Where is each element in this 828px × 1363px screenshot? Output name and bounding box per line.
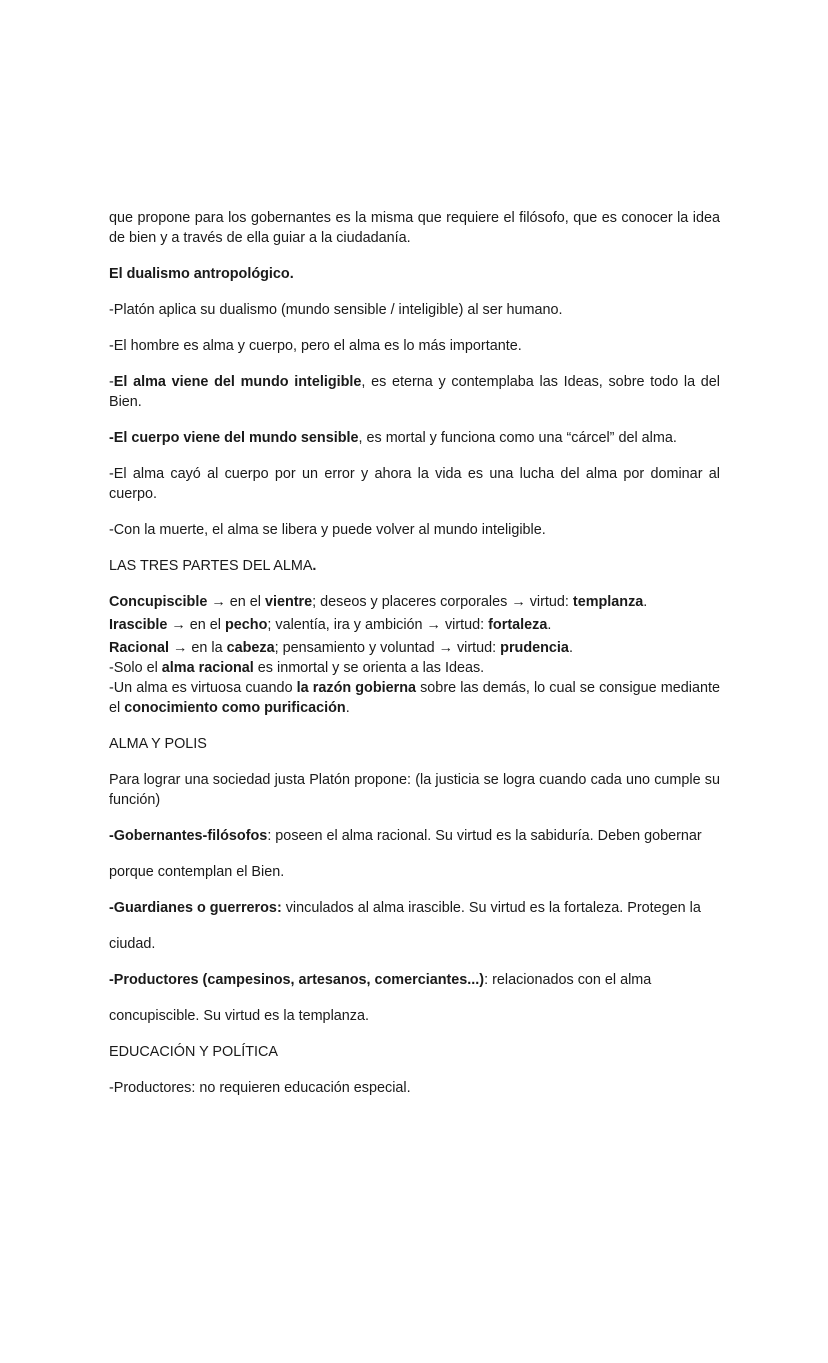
paragraph-cuerpo-sensible (109, 428, 720, 448)
paragraph-gobernantes-cont: porque contemplan el Bien. (109, 864, 285, 880)
bold-text: El alma viene del mundo inteligible (113, 374, 362, 390)
heading-alma-polis: ALMA Y POLIS (109, 736, 207, 752)
text: : relacionados con el alma (484, 972, 652, 988)
heading-dualismo (109, 264, 720, 284)
text: ; deseos y placeres corporales → virtud: (312, 594, 573, 610)
text: → en el (207, 594, 265, 610)
paragraph-dualismo-1: -Platón aplica su dualismo (mundo sensible / inteligible) al ser humano. (109, 302, 563, 318)
text: -Solo el (109, 660, 162, 676)
bold-text: pecho (225, 617, 268, 633)
document-body (109, 208, 720, 1114)
heading-period: . (312, 558, 317, 574)
bold-text: fortaleza (488, 617, 548, 633)
text: ; valentía, ira y ambición → virtud: (267, 617, 489, 633)
text: ; pensamiento y voluntad → virtud: (274, 640, 501, 656)
bold-text: -Guardianes o guerreros: (109, 900, 282, 916)
bold-text: -El cuerpo viene del mundo sensible (109, 430, 359, 446)
bold-text: vientre (264, 594, 313, 610)
text: : poseen el alma racional. Su virtud es la sabiduría. Deben gobernar (267, 828, 702, 844)
bold-text: Concupiscible (109, 594, 208, 610)
text: . (643, 594, 648, 610)
bold-text: Racional (109, 640, 169, 656)
bold-text: -Productores (campesinos, artesanos, comerciantes...) (109, 972, 485, 988)
paragraph-muerte: -Con la muerte, el alma se libera y puede volver al mundo inteligible. (109, 522, 546, 538)
bold-text: conocimiento como purificación (124, 700, 346, 716)
paragraph-gobernantes (109, 826, 720, 846)
heading-tres-partes (109, 556, 720, 576)
bold-text: la razón gobierna (296, 680, 417, 696)
text: es inmortal y se orienta a las Ideas. (253, 660, 485, 676)
text: sobre las demás, lo cual se consigue mediante el (109, 680, 720, 716)
text: . (568, 640, 573, 656)
heading-educacion: EDUCACIÓN Y POLÍTICA (109, 1044, 278, 1060)
paragraph-productores-cont: concupiscible. Su virtud es la templanza. (109, 1008, 369, 1024)
bold-text: prudencia (500, 640, 569, 656)
text: → en el (167, 617, 225, 633)
paragraph-guardianes-cont: ciudad. (109, 936, 156, 952)
line-concupiscible (109, 592, 720, 612)
text: , es eterna y contemplaba las Ideas, sobre todo la del Bien. (109, 374, 720, 410)
text: . (547, 617, 552, 633)
paragraph-productores (109, 970, 720, 990)
line-alma-virtuosa (109, 678, 720, 718)
bold-text: cabeza (226, 640, 275, 656)
paragraph-intro: que propone para los gobernantes es la misma que requiere el filósofo, que es conocer la idea de bien y a través de ella guiar a la ciudadanía. (109, 210, 720, 246)
paragraph-sociedad-justa: Para lograr una sociedad justa Platón propone: (la justicia se logra cuando cada uno cumple su función) (109, 772, 720, 808)
line-alma-racional (109, 658, 720, 678)
text: vinculados al alma irascible. Su virtud es la fortaleza. Protegen la (281, 900, 701, 916)
text: . (345, 700, 350, 716)
paragraph-dualismo-2: -El hombre es alma y cuerpo, pero el alma es lo más importante. (109, 338, 522, 354)
paragraph-productores-educacion: -Productores: no requieren educación especial. (109, 1080, 411, 1096)
bold-text: templanza (572, 594, 644, 610)
text: -Un alma es virtuosa cuando (109, 680, 297, 696)
line-irascible (109, 615, 720, 635)
bold-text: alma racional (161, 660, 254, 676)
heading-dualismo-text: El dualismo antropológico. (109, 266, 294, 282)
text: → en la (168, 640, 227, 656)
text: - (109, 374, 114, 390)
paragraph-alma-inteligible (109, 372, 720, 412)
line-racional (109, 638, 720, 658)
paragraph-alma-cayo: -El alma cayó al cuerpo por un error y ahora la vida es una lucha del alma por dominar al cuerpo. (109, 466, 720, 502)
text: , es mortal y funciona como una “cárcel” del alma. (358, 430, 677, 446)
paragraph-guardianes (109, 898, 720, 918)
bold-text: -Gobernantes-filósofos (109, 828, 268, 844)
bold-text: Irascible (109, 617, 168, 633)
heading-text: LAS TRES PARTES DEL ALMA (109, 558, 313, 574)
